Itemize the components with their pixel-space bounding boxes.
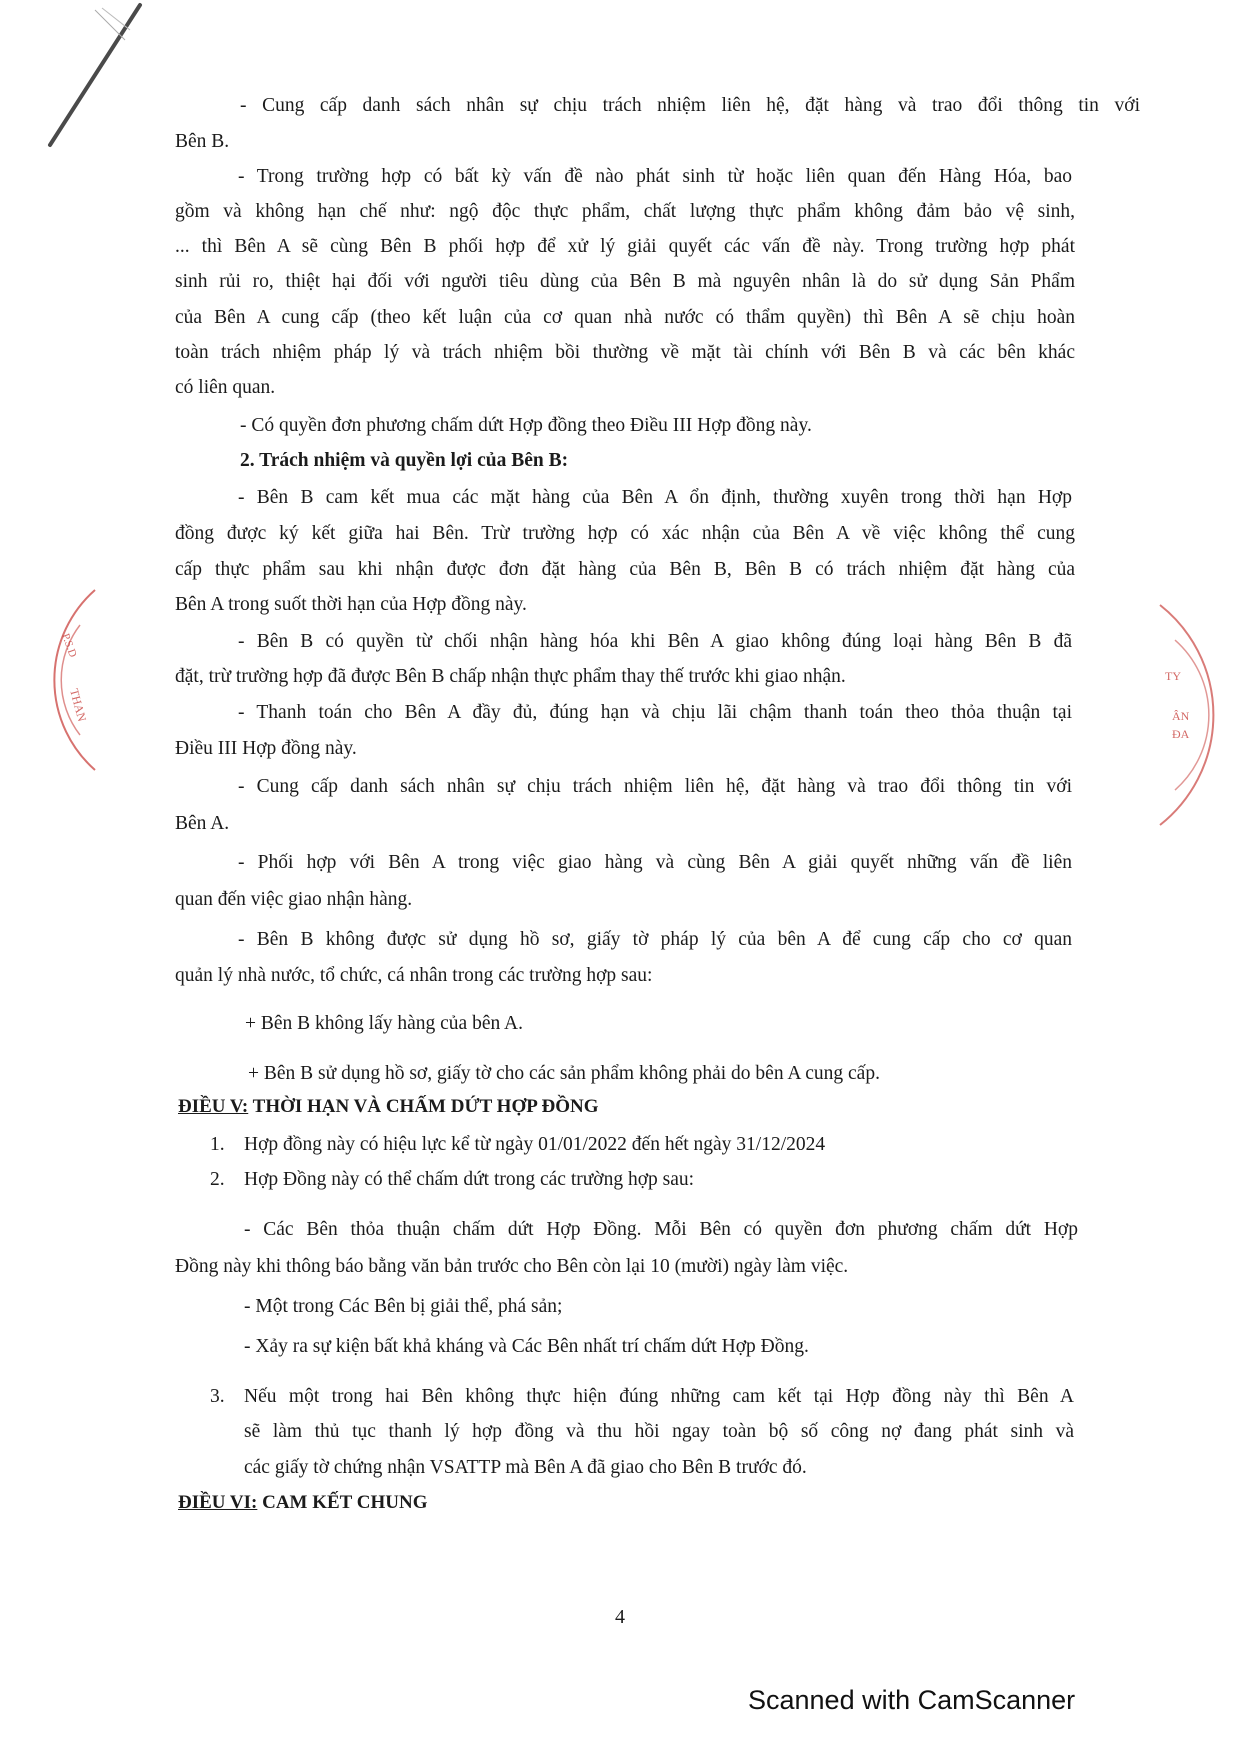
article-heading [178,1489,1078,1517]
paragraph-line: đặt, trừ trường hợp đã được Bên B chấp nhận thực phẩm thay thế trước khi giao nhận. [175,666,846,687]
paragraph-line: - Xảy ra sự kiện bất khả kháng và Các Bên nhất trí chấm dứt Hợp Đồng. [244,1336,809,1357]
paragraph-line: quan đến việc giao nhận hàng. [175,889,413,910]
article-label: ĐIỀU V: [178,1096,249,1117]
page-number: 4 [615,1606,625,1628]
svg-text:ÂN: ÂN [1172,709,1190,723]
list-item: các giấy tờ chứng nhận VSATTP mà Bên A đã giao cho Bên B trước đó. [244,1457,807,1478]
paragraph-line: - Cung cấp danh sách nhân sự chịu trách nhiệm liên hệ, đặt hàng và trao đổi thông tin với [238,776,1072,797]
svg-text:TY: TY [1165,669,1181,683]
paragraph-line: - Thanh toán cho Bên A đầy đủ, đúng hạn và chịu lãi chậm thanh toán theo thỏa thuận tại [238,702,1072,723]
list-item: Nếu một trong hai Bên không thực hiện đúng những cam kết tại Hợp đồng này thì Bên A [244,1386,1074,1407]
red-stamp-fragment-right [1150,600,1225,830]
list-item: Hợp Đồng này có thể chấm dứt trong các trường hợp sau: [244,1169,695,1190]
paragraph-line: của Bên A cung cấp (theo kết luận của cơ quan nhà nước có thẩm quyền) thì Bên A sẽ chịu hoàn [175,307,1075,328]
paragraph-line: gồm và không hạn chế như: ngộ độc thực phẩm, chất lượng thực phẩm không đảm bảo vệ sinh, [175,201,1075,222]
article-heading [178,1093,1078,1121]
scan-crease-mark [40,0,170,150]
paragraph-line: - Một trong Các Bên bị giải thể, phá sản; [244,1296,563,1317]
list-number: 1. [210,1134,225,1155]
paragraph-line: - Cung cấp danh sách nhân sự chịu trách nhiệm liên hệ, đặt hàng và trao đổi thông tin với [240,95,1140,116]
list-item: sẽ làm thủ tục thanh lý hợp đồng và thu hồi ngay toàn bộ số công nợ đang phát sinh và [244,1421,1074,1442]
paragraph-line: đồng được ký kết giữa hai Bên. Trừ trường hợp có xác nhận của Bên A về việc không thể cung [175,523,1075,544]
paragraph-line: toàn trách nhiệm pháp lý và trách nhiệm bồi thường về mặt tài chính với Bên B và các bên khác [175,342,1075,363]
article-title: CAM KẾT CHUNG [257,1492,428,1513]
paragraph-line: Đồng này khi thông báo bằng văn bản trước cho Bên còn lại 10 (mười) ngày làm việc. [175,1256,849,1277]
paragraph-line: Bên A. [175,813,230,834]
bullet-item: + Bên B không lấy hàng của bên A. [245,1013,523,1034]
section-heading: 2. Trách nhiệm và quyền lợi của Bên B: [240,450,569,471]
camscanner-watermark: Scanned with CamScanner [748,1685,1076,1715]
list-number: 3. [210,1386,225,1407]
svg-text:THAN: THAN [67,687,90,723]
paragraph-line: - Có quyền đơn phương chấm dứt Hợp đồng theo Điều III Hợp đồng này. [240,415,812,436]
paragraph-line: cấp thực phẩm sau khi nhận được đơn đặt hàng của Bên B, Bên B có trách nhiệm đặt hàng của [175,559,1075,580]
paragraph-line: - Phối hợp với Bên A trong việc giao hàng và cùng Bên A giải quyết những vấn đề liên [238,852,1072,873]
red-stamp-fragment-left [40,580,100,780]
list-item: Hợp đồng này có hiệu lực kể từ ngày 01/01/2022 đến hết ngày 31/12/2024 [244,1134,826,1155]
paragraph-line: có liên quan. [175,377,276,398]
article-title: THỜI HẠN VÀ CHẤM DỨT HỢP ĐỒNG [248,1096,599,1117]
paragraph-line: - Trong trường hợp có bất kỳ vấn đề nào phát sinh từ hoặc liên quan đến Hàng Hóa, bao [238,166,1072,187]
paragraph-line: - Các Bên thỏa thuận chấm dứt Hợp Đồng. Mỗi Bên có quyền đơn phương chấm dứt Hợp [244,1219,1078,1240]
article-label: ĐIỀU VI: [178,1492,258,1513]
paragraph-line: - Bên B cam kết mua các mặt hàng của Bên A ổn định, thường xuyên trong thời hạn Hợp [238,487,1072,508]
svg-text:P.S.D: P.S.D [59,631,79,660]
svg-text:ĐA: ĐA [1172,727,1190,741]
paragraph-line: Điều III Hợp đồng này. [175,738,357,759]
paragraph-line: sinh rủi ro, thiệt hại đối với người tiêu dùng của Bên B mà nguyên nhân là do sử dụng Sản Phẩm [175,271,1075,292]
paragraph-line: - Bên B có quyền từ chối nhận hàng hóa khi Bên A giao không đúng loại hàng Bên B đã [238,631,1072,652]
paragraph-line: ... thì Bên A sẽ cùng Bên B phối hợp để xử lý giải quyết các vấn đề này. Trong trường hợp phát [175,236,1075,257]
list-number: 2. [210,1169,225,1190]
paragraph-line: quản lý nhà nước, tổ chức, cá nhân trong các trường hợp sau: [175,965,653,986]
paragraph-line: - Bên B không được sử dụng hồ sơ, giấy tờ pháp lý của bên A để cung cấp cho cơ quan [238,929,1072,950]
bullet-item: + Bên B sử dụng hồ sơ, giấy tờ cho các sản phẩm không phải do bên A cung cấp. [248,1063,880,1084]
paragraph-line: Bên B. [175,131,230,152]
paragraph-line: Bên A trong suốt thời hạn của Hợp đồng này. [175,594,527,615]
